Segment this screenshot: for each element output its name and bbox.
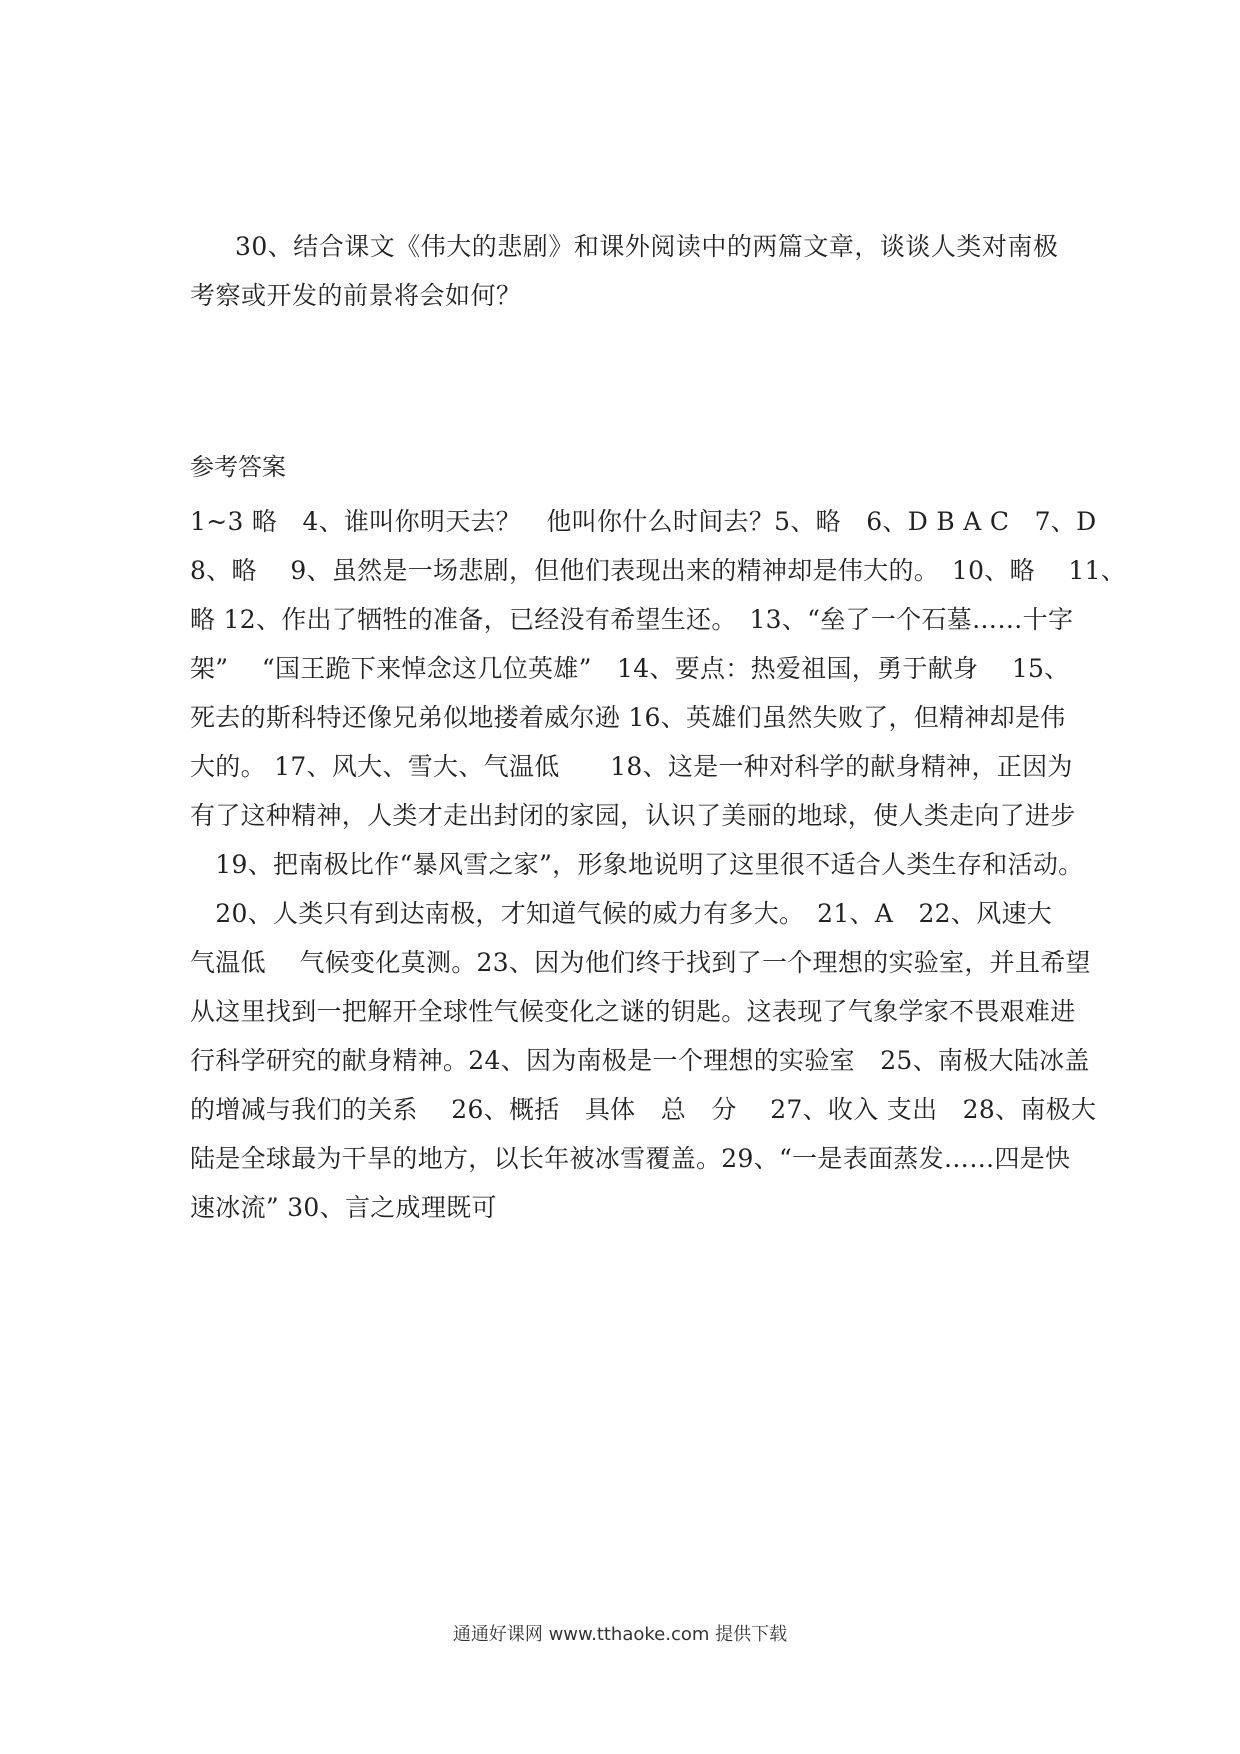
answers-heading: 参考答案 bbox=[190, 453, 286, 481]
answer-line: 速冰流” 30、言之成理既可 bbox=[190, 1193, 497, 1222]
answer-line: 架” “国王跪下来悼念这几位英雄” 14、要点：热爱祖国，勇于献身 15、 bbox=[190, 654, 1070, 683]
answer-line: 1~3 略 4、谁叫你明天去？ 他叫你什么时间去？5、略 6、D B A C 7、D bbox=[190, 507, 1097, 536]
answer-line: 气温低 气候变化莫测。23、因为他们终于找到了一个理想的实验室，并且希望 bbox=[190, 948, 1091, 977]
answer-line: 有了这种精神，人类才走出封闭的家园，认识了美丽的地球，使人类走向了进步 bbox=[190, 801, 1076, 830]
answer-line: 行科学研究的献身精神。24、因为南极是一个理想的实验室 25、南极大陆冰盖 bbox=[190, 1046, 1090, 1075]
answers-body bbox=[190, 497, 1127, 1232]
answer-line: 的增减与我们的关系 26、概括 具体 总 分 27、收入 支出 28、南极大 bbox=[190, 1095, 1097, 1124]
answer-line: 20、人类只有到达南极，才知道气候的威力有多大。 21、A 22、风速大 bbox=[190, 899, 1053, 928]
answer-line: 大的。 17、风大、雪大、气温低 18、这是一种对科学的献身精神，正因为 bbox=[190, 752, 1073, 781]
answer-line: 陆是全球最为干旱的地方，以长年被冰雪覆盖。29、“一是表面蒸发……四是快 bbox=[190, 1144, 1071, 1173]
question-30-text: 30、结合课文《伟大的悲剧》和课外阅读中的两篇文章，谈谈人类对南极考察或开发的前景将会如何？ bbox=[190, 232, 1059, 310]
answer-line: 8、略 9、虽然是一场悲剧，但他们表现出来的精神却是伟大的。 10、略 11、 bbox=[190, 556, 1127, 585]
footer-download-note: 通通好课网 www.tthaoke.com 提供下载 bbox=[452, 1624, 788, 1645]
answer-line: 19、把南极比作“暴风雪之家”，形象地说明了这里很不适合人类生存和活动。 bbox=[190, 850, 1084, 879]
answer-line: 从这里找到一把解开全球性气候变化之谜的钥匙。这表现了气象学家不畏艰难进 bbox=[190, 997, 1076, 1026]
answer-line: 略 12、作出了牺牲的准备，已经没有希望生还。 13、“垒了一个石墓……十字 bbox=[190, 605, 1074, 634]
answer-line: 死去的斯科特还像兄弟似地搂着威尔逊 16、英雄们虽然失败了，但精神却是伟 bbox=[190, 703, 1066, 732]
